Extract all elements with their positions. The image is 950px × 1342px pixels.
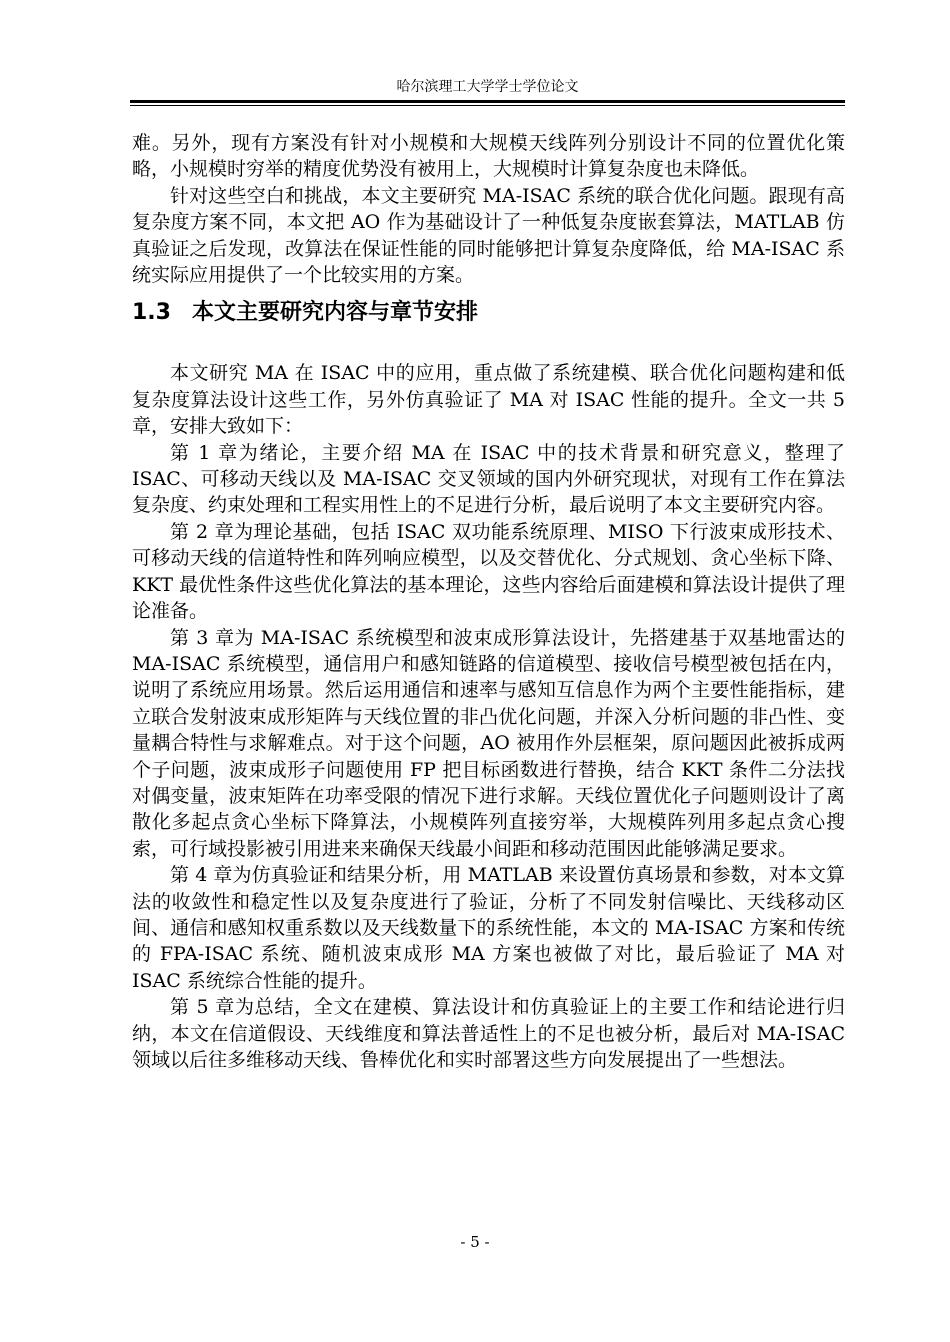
page-body: [132, 130, 845, 1073]
section-number: 1.3: [132, 300, 171, 326]
section-heading: [132, 298, 845, 328]
paragraph: 针对这些空白和挑战，本文主要研究 MA-ISAC 系统的联合优化问题。跟现有高复杂度方案不同，本文把 AO 作为基础设计了一种低复杂度嵌套算法，MATLAB 仿真验证之后发现，改算法在保证性能的同时能够把计算复杂度降低，给 MA-ISAC 系统实际应用提供了一个比较实用的方案。: [132, 184, 845, 287]
paragraph-chapter-4: 第 4 章为仿真验证和结果分析，用 MATLAB 来设置仿真场景和参数，对本文算法的收敛性和稳定性以及复杂度进行了验证，分析了不同发射信噪比、天线移动区间、通信和感知权重系数以及天线数量下的系统性能，本文的 MA-ISAC 方案和传统的 FPA-ISAC 系统、随机波束成形 MA 方案也被做了对比，最后验证了 MA 对 ISAC 系统综合性能的提升。: [132, 864, 845, 992]
paragraph: 本文研究 MA 在 ISAC 中的应用，重点做了系统建模、联合优化问题构建和低复杂度算法设计这些工作，另外仿真验证了 MA 对 ISAC 性能的提升。全文一共 5 章，安排大致如下：: [132, 362, 845, 438]
paragraph-chapter-2: 第 2 章为理论基础，包括 ISAC 双功能系统原理、MISO 下行波束成形技术、可移动天线的信道特性和阵列响应模型，以及交替优化、分式规划、贪心坐标下降、KKT 最优性条件这些优化算法的基本理论，这些内容给后面建模和算法设计提供了理论准备。: [132, 520, 845, 623]
paragraph-chapter-3: 第 3 章为 MA-ISAC 系统模型和波束成形算法设计，先搭建基于双基地雷达的 MA-ISAC 系统模型，通信用户和感知链路的信道模型、接收信号模型被包括在内，说明了系统应用场景。然后运用通信和速率与感知互信息作为两个主要性能指标，建立联合发射波束成形矩阵与天线位置的非凸优化问题，并深入分析问题的非凸性、变量耦合特性与求解难点。对于这个问题，AO 被用作外层框架，原问题因此被拆成两个子问题，波束成形子问题使用 FP 把目标函数进行替换，结合 KKT 条件二分法找对偶变量，波束矩阵在功率受限的情况下进行求解。天线位置优化子问题则设计了离散化多起点贪心坐标下降算法，小规模阵列直接穷举，大规模阵列用多起点贪心搜索，可行域投影被引用进来来确保天线最小间距和移动范围因此能够满足要求。: [132, 626, 845, 860]
paragraph-chapter-5: 第 5 章为总结，全文在建模、算法设计和仿真验证上的主要工作和结论进行归纳，本文在信道假设、天线维度和算法普适性上的不足也被分析，最后对 MA-ISAC 领域以后往多维移动天线、鲁棒优化和实时部署这些方向发展提出了一些想法。: [132, 996, 845, 1071]
paragraph-continued: 难。另外，现有方案没有针对小规模和大规模天线阵列分别设计不同的位置优化策略，小规模时穷举的精度优势没有被用上，大规模时计算复杂度也未降低。: [132, 132, 845, 181]
section-title: 本文主要研究内容与章节安排: [192, 300, 479, 326]
paragraph-chapter-1: 第 1 章为绪论，主要介绍 MA 在 ISAC 中的技术背景和研究意义，整理了 ISAC、可移动天线以及 MA-ISAC 交叉领域的国内外研究现状，对现有工作在算法复杂度、约束处理和工程实用性上的不足进行分析，最后说明了本文主要研究内容。: [132, 441, 845, 517]
page-number: - 5 -: [460, 1233, 490, 1251]
header-rule-thick: [130, 100, 845, 103]
running-header: 哈尔滨理工大学学士学位论文: [396, 79, 579, 95]
header-rule-thin: [130, 105, 845, 106]
